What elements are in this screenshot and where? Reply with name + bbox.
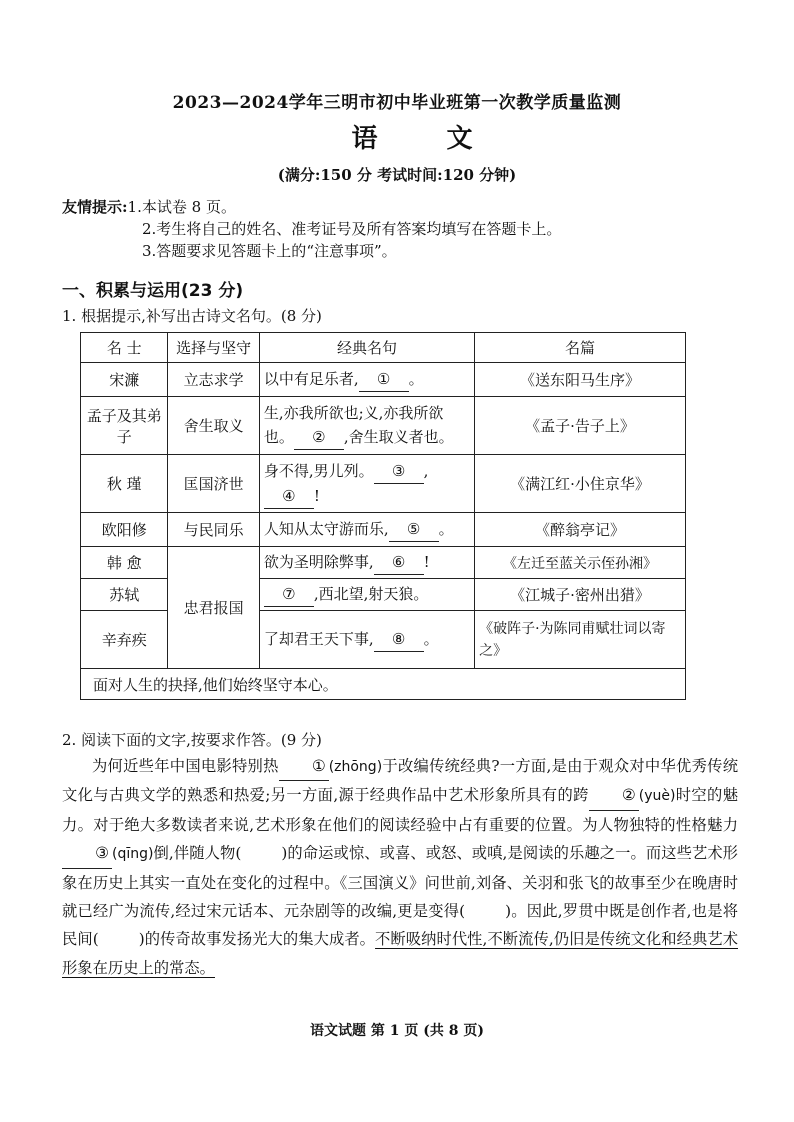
quote-cell: [259, 455, 474, 513]
answer-blank[interactable]: ③: [62, 839, 112, 868]
person-cell: 孟子及其弟子: [81, 397, 168, 455]
table-row: [81, 547, 686, 579]
quote-text: !: [423, 553, 430, 571]
quote-cell: [259, 547, 474, 579]
quote-cell: [259, 397, 474, 455]
passage-text: 倒,伴随人物(: [153, 844, 242, 863]
answer-blank[interactable]: ⑦: [264, 582, 314, 607]
friendly-tips: [62, 196, 561, 262]
work-cell: 《满江红·小住京华》: [475, 455, 686, 513]
work-cell: 《江城子·密州出猎》: [475, 579, 686, 611]
passage-text: 于改编传统经典?一方面,是由于观众对中华优秀传统文化与古典文学的熟悉和热爱;另一方面,源于经典作品中艺术形象所具有的跨: [62, 757, 738, 805]
question-2-prompt: 2. 阅读下面的文字,按要求作答。(9 分): [62, 731, 322, 749]
score-info: (满分:150 分 考试时间:120 分钟): [277, 166, 517, 184]
column-header: 经典名句: [259, 333, 474, 363]
quote-text: 人知从太守游而乐,: [263, 520, 389, 538]
quote-cell: [259, 579, 474, 611]
subject-title: 语 文: [351, 124, 503, 154]
table-row: [81, 397, 686, 455]
quote-text: ,舍生取义者也。: [343, 428, 454, 446]
answer-blank[interactable]: ⑧: [374, 627, 424, 652]
passage-text: )的传奇故事发扬光大的集大成者。: [138, 930, 376, 949]
column-header: 名篇: [475, 333, 686, 363]
choice-cell: 忠君报国: [168, 547, 259, 669]
reading-passage: [62, 752, 738, 982]
question-1-prompt: 1. 根据提示,补写出古诗文名句。(8 分): [62, 307, 322, 325]
choice-cell: 立志求学: [168, 363, 259, 397]
answer-blank[interactable]: ②: [294, 425, 344, 450]
quote-text: ,西北望,射天狼。: [313, 585, 429, 603]
person-cell: 秋 瑾: [81, 455, 168, 513]
person-cell: 苏轼: [81, 579, 168, 611]
answer-blank[interactable]: ①: [359, 367, 409, 392]
work-cell: 《破阵子·为陈同甫赋壮词以寄之》: [475, 611, 686, 669]
poem-table: [80, 332, 686, 700]
work-cell: 《醉翁亭记》: [475, 513, 686, 547]
pinyin-hint: (qīng): [112, 846, 154, 863]
tip-item: 3.答题要求见答题卡上的“注意事项”。: [142, 242, 397, 260]
quote-text: 以中有足乐者,: [263, 370, 359, 388]
passage-text: 时空的魅力。对于绝大多数读者来说,艺术形象在他们的阅读经验中占有重要的位置。为人物独特的性格魅力: [62, 786, 738, 834]
passage-text: 为何近些年中国电影特别热: [92, 757, 279, 775]
passage-text: )。因此,罗贯中既是创作者,也是将民间(: [62, 902, 738, 949]
quote-text: !: [313, 486, 320, 505]
choice-cell: 匡国济世: [168, 455, 259, 513]
section-heading: 一、积累与运用(23 分): [62, 281, 244, 301]
work-cell: 《孟子·告子上》: [475, 397, 686, 455]
table-row: [81, 455, 686, 513]
pinyin-hint: (yuè): [638, 788, 676, 805]
answer-blank[interactable]: ③: [374, 459, 424, 484]
column-header: 选择与坚守: [168, 333, 259, 363]
answer-blank[interactable]: ②: [589, 781, 639, 810]
person-cell: 辛弃疾: [81, 611, 168, 669]
passage-paragraph: [62, 752, 738, 982]
table-row: [81, 513, 686, 547]
person-cell: 欧阳修: [81, 513, 168, 547]
quote-text: 。: [438, 520, 454, 538]
quote-text: 。: [423, 630, 439, 648]
tip-item: 2.考生将自己的姓名、准考证号及所有答案均填写在答题卡上。: [142, 220, 562, 238]
person-cell: 宋濂: [81, 363, 168, 397]
page-footer: 语文试题 第 1 页 (共 8 页): [310, 1023, 484, 1039]
quote-text: 欲为圣明除弊事,: [263, 553, 374, 571]
answer-blank[interactable]: ⑥: [374, 550, 424, 575]
column-header: 名 士: [81, 333, 168, 363]
answer-blank[interactable]: ⑤: [389, 517, 439, 542]
answer-blank[interactable]: ④: [264, 484, 314, 509]
quote-cell: [259, 363, 474, 397]
table-footer-row: [81, 669, 686, 700]
quote-text: 生,亦我所欲也;义,亦我所欲也。: [263, 404, 444, 446]
tip-item: 1.本试卷 8 页。: [127, 198, 236, 216]
quote-text: ,: [423, 461, 429, 480]
work-cell: 《左迁至蓝关示侄孙湘》: [475, 547, 686, 579]
quote-cell: [259, 611, 474, 669]
pinyin-hint: (zhōng): [328, 759, 383, 775]
tips-label: 友情提示:: [62, 198, 128, 216]
work-cell: 《送东阳马生序》: [475, 363, 686, 397]
quote-text: 身不得,男儿列。: [263, 461, 374, 480]
quote-text: 。: [408, 370, 424, 388]
underlined-sentence: 不断吸纳时代性,不断流传,仍旧是传统文化和经典艺术形象在历史上的常态。: [62, 930, 738, 977]
exam-title: 2023—2024学年三明市初中毕业班第一次教学质量监测: [172, 93, 622, 113]
person-cell: 韩 愈: [81, 547, 168, 579]
table-footer-note: 面对人生的抉择,他们始终坚守本心。: [81, 669, 686, 700]
quote-text: 了却君王天下事,: [263, 630, 374, 648]
quote-cell: [259, 513, 474, 547]
table-row: [81, 363, 686, 397]
passage-text: )的命运或惊、或喜、或怒、或嗔,是阅读的乐趣之一。而这些艺术形象在历史上其实一直处在变化的过程中。《三国演义》问世前,刘备、关羽和张飞的故事至少在晚唐时就已经广为流传,经过宋元话本、元杂剧等的改编,更是变得(: [62, 844, 738, 921]
answer-blank[interactable]: ①: [279, 752, 329, 781]
choice-cell: 与民同乐: [168, 513, 259, 547]
choice-cell: 舍生取义: [168, 397, 259, 455]
table-header-row: [81, 333, 686, 363]
